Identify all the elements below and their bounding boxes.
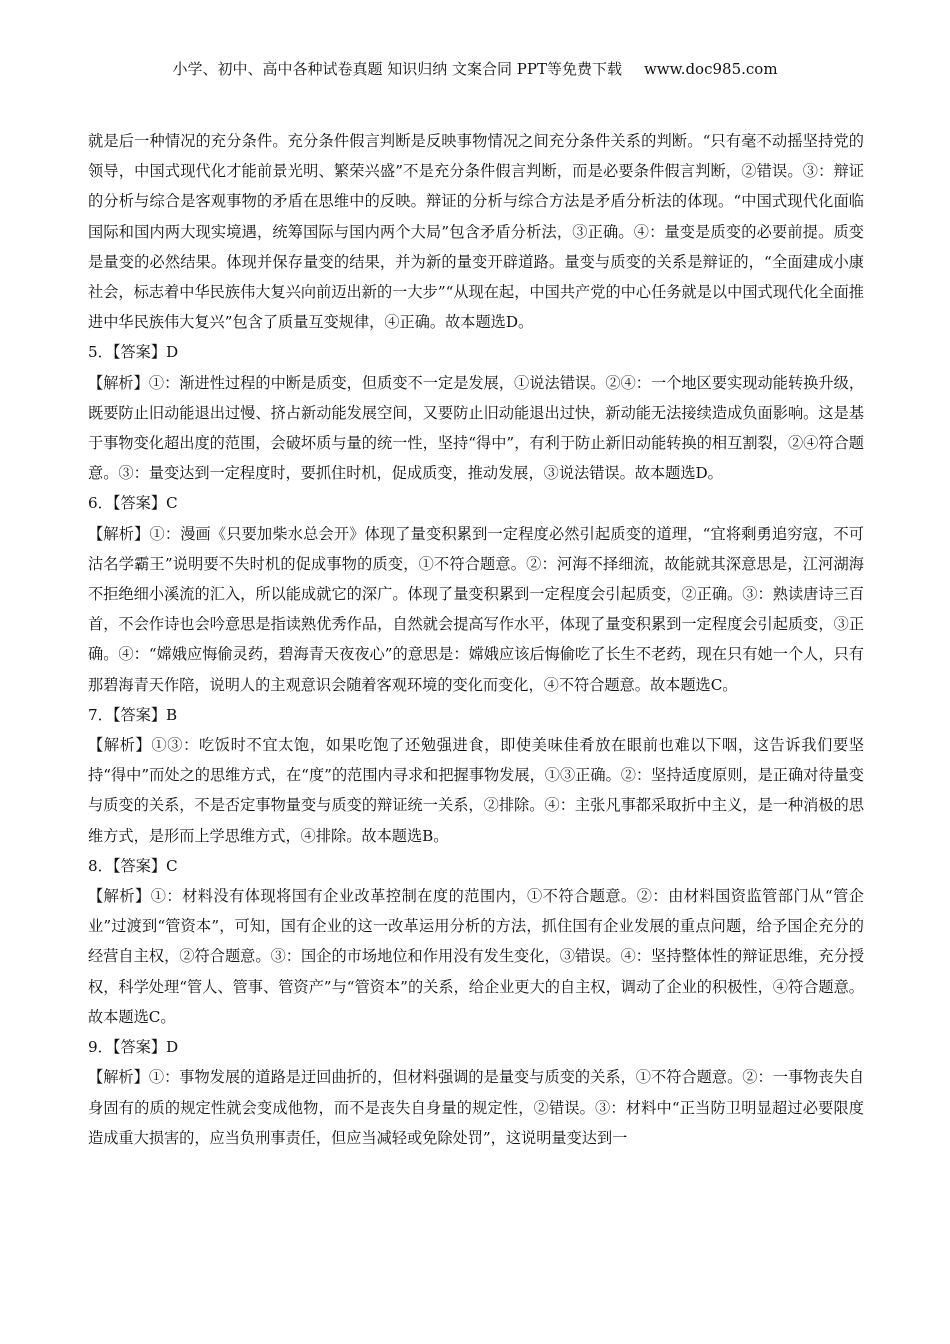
question-item-8 (88, 851, 864, 1032)
page-header (0, 58, 950, 79)
document-body (88, 126, 864, 1153)
answer-line: 9．【答案】D (88, 1038, 179, 1057)
question-item-7 (88, 700, 864, 851)
analysis-paragraph: 【解析】①③：吃饭时不宜太饱，如果吃饱了还勉强进食，即使美味佳肴放在眼前也难以下咽，这告诉我们要坚持“得中”而处之的思维方式，在“度”的范围内寻求和把握事物发展，①③正确。②：坚持适度原则，是正确对待量变与质变的关系，不是否定事物量变与质变的辩证统一关系，②排除。④：主张凡事都采取折中主义，是一种消极的思维方式，是形而上学思维方式，④排除。故本题选B。 (88, 736, 864, 845)
analysis-paragraph: 【解析】①：漫画《只要加柴水总会开》体现了量变积累到一定程度必然引起质变的道理，“宜将剩勇追穷寇，不可沽名学霸王”说明要不失时机的促成事物的质变，①不符合题意。②：河海不择细流，故能就其深意思是，江河湖海不拒绝细小溪流的汇入，所以能成就它的深广。体现了量变积累到一定程度会引起质变，②正确。③：熟读唐诗三百首，不会作诗也会吟意思是指读熟优秀作品，自然就会提高写作水平，体现了量变积累到一定程度会引起质变，③正确。④：“嫦娥应悔偷灵药，碧海青天夜夜心”的意思是：嫦娥应该后悔偷吃了长生不老药，现在只有她一个人，只有那碧海青天作陪，说明人的主观意识会随着客观环境的变化而变化，④不符合题意。故本题选C。 (88, 524, 864, 694)
answer-line: 8．【答案】C (88, 856, 178, 875)
question-item-6 (88, 488, 864, 699)
answer-line: 7．【答案】B (88, 705, 178, 724)
question-item-9 (88, 1032, 864, 1153)
answer-line: 5．【答案】D (88, 343, 179, 362)
analysis-paragraph: 【解析】①：事物发展的道路是迂回曲折的，但材料强调的是量变与质变的关系，①不符合题意。②：一事物丧失自身固有的质的规定性就会变成他物，而不是丧失自身量的规定性，②错误。③：材料中“正当防卫明显超过必要限度造成重大损害的，应当负刑事责任，但应当减轻或免除处罚”，这说明量变达到一 (88, 1068, 864, 1147)
header-site-link[interactable]: www.doc985.com (643, 60, 778, 78)
continuation-paragraph: 就是后一种情况的充分条件。充分条件假言判断是反映事物情况之间充分条件关系的判断。“只有毫不动摇坚持党的领导，中国式现代化才能前景光明、繁荣兴盛”不是充分条件假言判断，而是必要条件假言判断，②错误。③：辩证的分析与综合是客观事物的矛盾在思维中的反映。辩证的分析与综合方法是矛盾分析法的体现。“中国式现代化面临国际和国内两大现实境遇，统筹国际与国内两个大局”包含矛盾分析法，③正确。④：量变是质变的必要前提。质变是量变的必然结果。体现并保存量变的结果，并为新的量变开辟道路。量变与质变的关系是辩证的，“全面建成小康社会，标志着中华民族伟大复兴向前迈出新的一大步”“从现在起，中国共产党的中心任务就是以中国式现代化全面推进中华民族伟大复兴”包含了质量互变规律，④正确。故本题选D。 (88, 132, 864, 332)
question-item-5 (88, 337, 864, 488)
analysis-paragraph: 【解析】①：材料没有体现将国有企业改革控制在度的范围内，①不符合题意。②：由材料国资监管部门从“管企业”过渡到“管资本”，可知，国有企业的这一改革运用分析的方法，抓住国有企业发展的重点问题，给予国企充分的经营自主权，②符合题意。③：国企的市场地位和作用没有发生变化，③错误。④：坚持整体性的辩证思维，充分授权，科学处理“管人、管事、管资产”与“管资本”的关系，给企业更大的自主权，调动了企业的积极性，④符合题意。故本题选C。 (88, 887, 864, 1026)
header-text: 小学、初中、高中各种试卷真题 知识归纳 文案合同 PPT等免费下载 (172, 60, 622, 78)
answer-line: 6．【答案】C (88, 494, 178, 513)
analysis-paragraph: 【解析】①：渐进性过程的中断是质变，但质变不一定是发展，①说法错误。②④：一个地区要实现动能转换升级，既要防止旧动能退出过慢、挤占新动能发展空间，又要防止旧动能退出过快，新动能无法接续造成负面影响。这是基于事物变化超出度的范围，会破坏质与量的统一性，坚持“得中”，有利于防止新旧动能转换的相互割裂，②④符合题意。③：量变达到一定程度时，要抓住时机，促成质变，推动发展，③说法错误。故本题选D。 (88, 373, 864, 483)
